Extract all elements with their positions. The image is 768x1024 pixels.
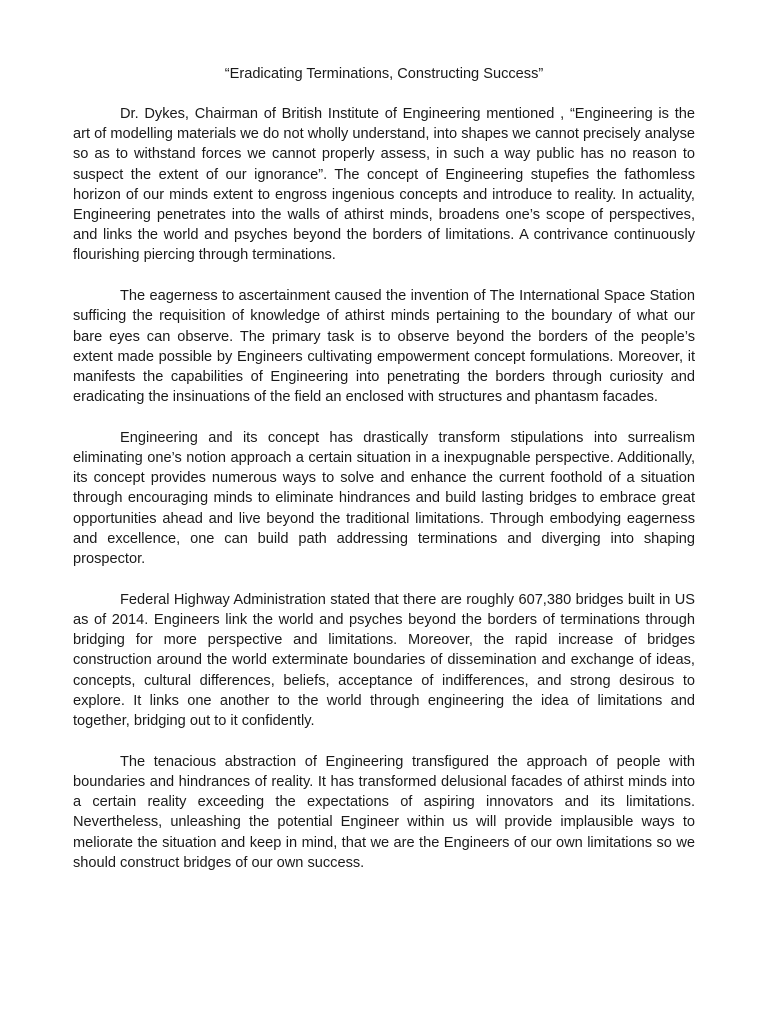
paragraph-1: Dr. Dykes, Chairman of British Institute of Engineering mentioned , “Engineering is the art of modelling materials we do not wholly understand, into shapes we cannot precisely analyse so as to withstand forces we cannot properly assess, in such a way public has no reason to suspect the extent of our ignorance”. The concept of Engineering stupefies the fathomless horizon of our minds extent to engross ingenious concepts and introduce to reality. In actuality, Engineering penetrates into the walls of athirst minds, broadens one’s scope of perspectives, and links the world and psyches beyond the borders of limitations. A contrivance continuously flourishing piercing through terminations.: [73, 106, 695, 264]
essay-title: “Eradicating Terminations, Constructing Success”: [224, 66, 544, 82]
paragraph-3: Engineering and its concept has drastically transform stipulations into surrealism eliminating one’s notion approach a certain situation in a inexpugnable perspective. Additionally, its concept provides numerous ways to solve and enhance the current foothold of a situation through encouraging minds to eliminate hindrances and build lasting bridges to embrace great opportunities ahead and live beyond the traditional limitations. Through embodying eagerness and excellence, one can build path addressing terminations and diverging into shaping prospector.: [73, 429, 695, 568]
paragraph-4: Federal Highway Administration stated that there are roughly 607,380 bridges built in US as of 2014. Engineers link the world and psyches beyond the borders of terminations through bridging for more perspective and limitations. Moreover, the rapid increase of bridges construction around the world exterminate boundaries of dissemination and exchange of ideas, concepts, cultural differences, beliefs, acceptance of indifferences, and strong desirous to explore. It links one another to the world through engineering the idea of limitations and together, bridging out to it confidently.: [73, 591, 695, 729]
paragraph-2: The eagerness to ascertainment caused the invention of The International Space Station sufficing the requisition of knowledge of athirst minds pertaining to the boundary of what our bare eyes can observe. The primary task is to observe beyond the borders of the people’s extent made possible by Engineers cultivating empowerment concept formulations. Moreover, it manifests the capabilities of Engineering into penetrating the borders through curiosity and eradicating the insinuations of the field an enclosed with structures and phantasm facades.: [73, 288, 695, 406]
paragraph-5: The tenacious abstraction of Engineering transfigured the approach of people with boundaries and hindrances of reality. It has transformed delusional facades of athirst minds into a certain reality exceeding the expectations of aspiring innovators and its limitations. Nevertheless, unleashing the potential Engineer within us will provide implausible ways to meliorate the situation and keep in mind, that we are the Engineers of our own limitations so we should construct bridges of our own success.: [73, 753, 695, 871]
document-page: [73, 64, 695, 893]
